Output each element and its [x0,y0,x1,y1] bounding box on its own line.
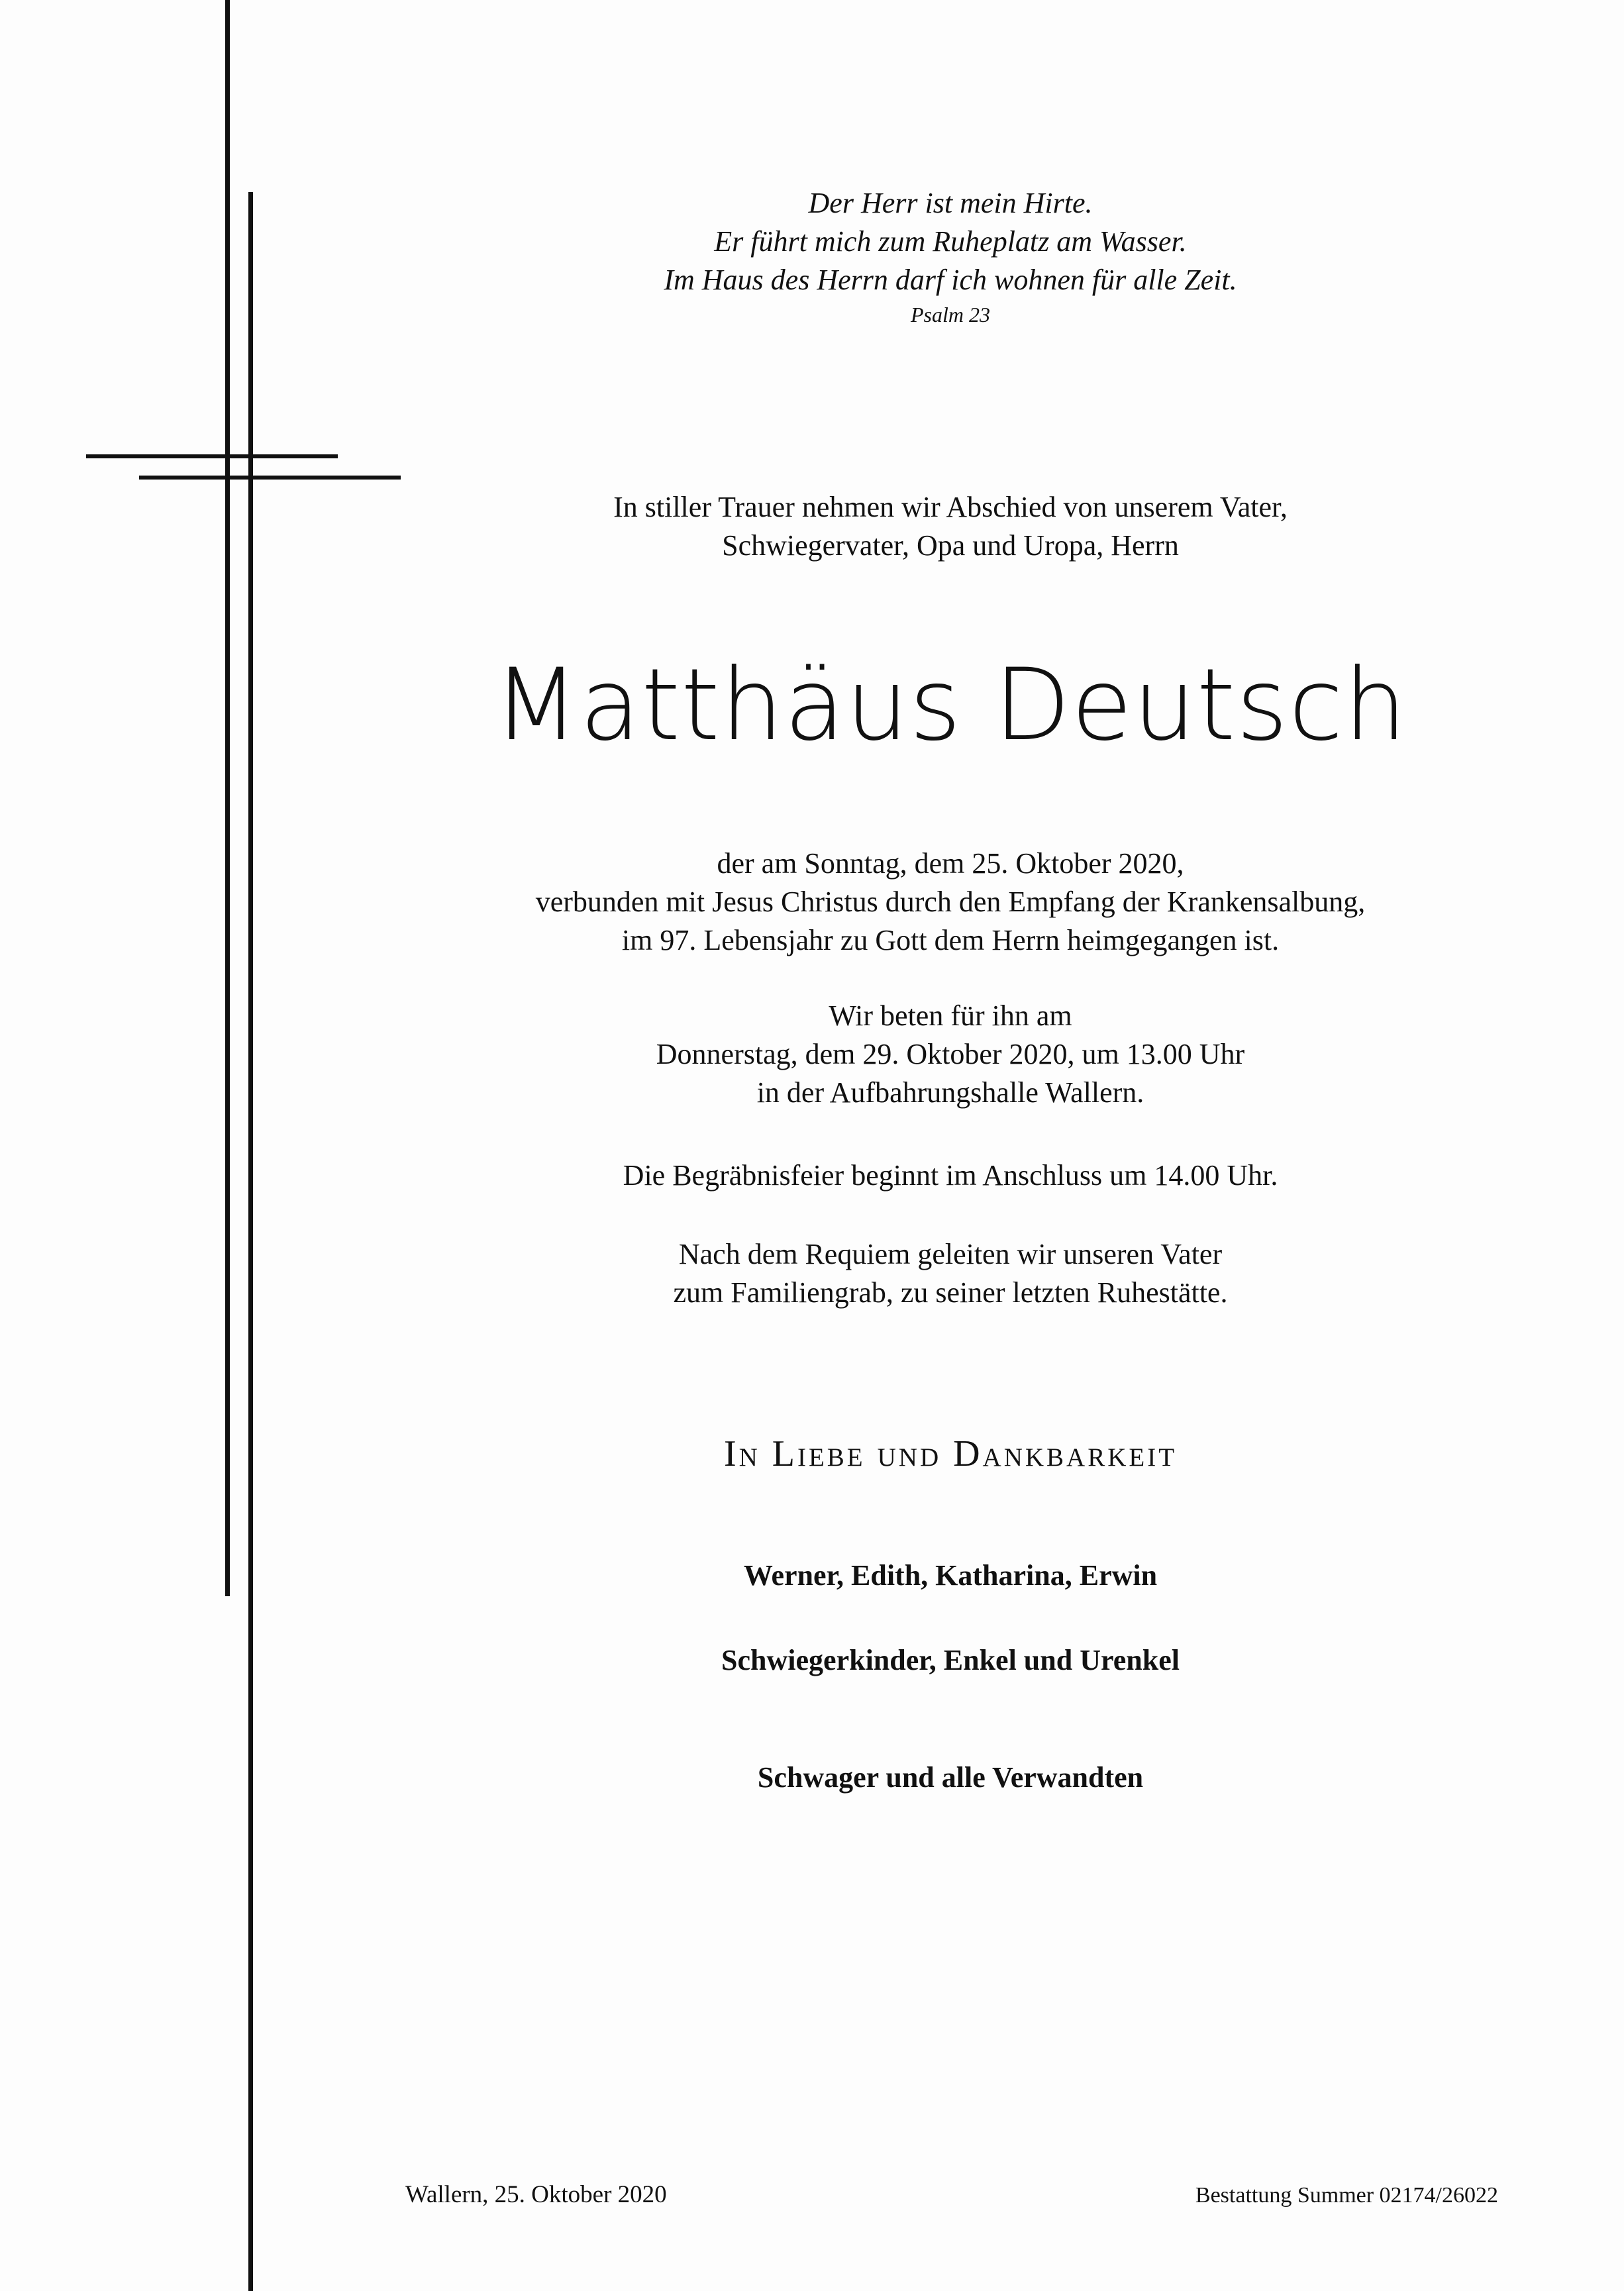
place-and-date: Wallern, 25. Oktober 2020 [405,2181,667,2208]
deceased-name: Matthäus Deutsch [493,648,1408,763]
prayer-line: Wir beten für ihn am [829,999,1072,1032]
psalm-line: Im Haus des Herrn darf ich wohnen für alle Zeit. [664,264,1237,296]
requiem-line: zum Familiengrab, zu seiner letzten Ruhestätte. [673,1276,1228,1309]
death-notice-line: im 97. Lebensjahr zu Gott dem Herrn heimgegangen ist. [621,924,1280,956]
cross-horizontal-lower-line [139,476,401,480]
prayer-line: in der Aufbahrungshalle Wallern. [756,1076,1144,1109]
requiem-notice [397,1235,1503,1312]
funeral-line: Die Begräbnisfeier beginnt im Anschluss um 14.00 Uhr. [623,1159,1278,1192]
intro-text [397,488,1503,565]
mourner-line: Werner, Edith, Katharina, Erwin [743,1559,1158,1592]
intro-line: Schwiegervater, Opa und Uropa, Herrn [722,529,1179,562]
requiem-line: Nach dem Requiem geleiten wir unseren Vater [678,1238,1223,1270]
psalm-verse [397,184,1503,330]
cross-horizontal-upper-line [86,454,338,458]
mourner-line: Schwiegerkinder, Enkel und Urenkel [721,1644,1180,1676]
undertaker-contact: Bestattung Summer 02174/26022 [1195,2183,1498,2208]
death-notice-line: verbunden mit Jesus Christus durch den Empfang der Krankensalbung, [535,886,1366,918]
intro-line: In stiller Trauer nehmen wir Abschied von unserem Vater, [613,491,1288,523]
cross-vertical-inner-line [248,192,253,2291]
closing-heading: In Liebe und Dankbarkeit [723,1433,1178,1474]
prayer-line: Donnerstag, dem 29. Oktober 2020, um 13.00 Uhr [656,1038,1245,1070]
mourner-line: Schwager und alle Verwandten [757,1761,1144,1794]
psalm-line: Er führt mich zum Ruheplatz am Wasser. [714,225,1187,258]
psalm-line: Der Herr ist mein Hirte. [808,187,1093,219]
prayer-notice [397,997,1503,1112]
funeral-notice [397,1156,1503,1195]
psalm-reference: Psalm 23 [911,303,990,327]
death-notice-line: der am Sonntag, dem 25. Oktober 2020, [717,847,1184,880]
death-notice [397,844,1503,960]
cross-vertical-outer-line [225,0,230,1596]
